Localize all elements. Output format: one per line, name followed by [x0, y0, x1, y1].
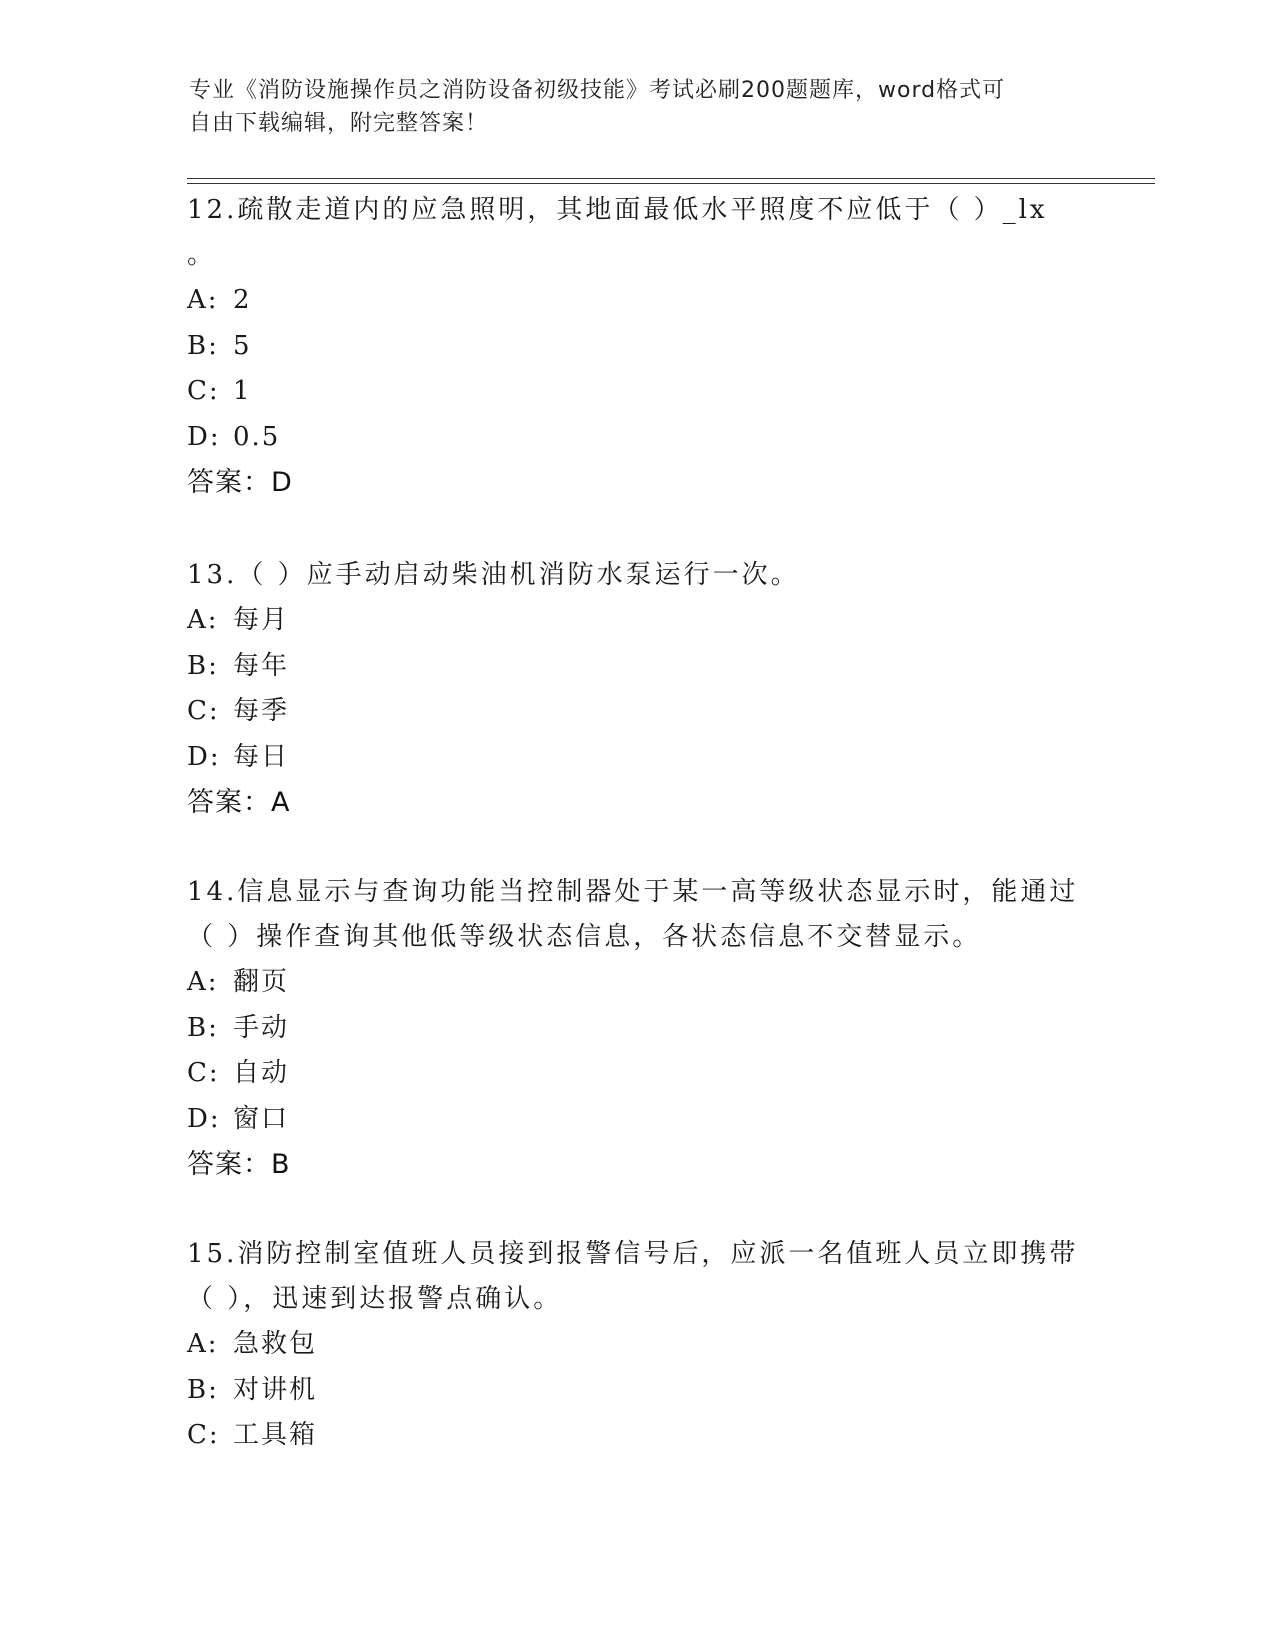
option-letter: B: [187, 650, 219, 681]
option-letter: A: [187, 967, 219, 997]
option-d [187, 415, 1087, 461]
option-letter: B: [187, 1012, 219, 1043]
option-letter: D: [187, 741, 221, 772]
option-a [187, 278, 1087, 324]
option-d [187, 1097, 1087, 1143]
option-d [187, 735, 1087, 781]
option-letter: C: [187, 1420, 220, 1450]
option-a [187, 1322, 1087, 1368]
option-b [187, 644, 1087, 690]
option-letter: A: [187, 285, 219, 315]
option-text: 0.5 [233, 421, 281, 452]
option-text: 手动 [233, 1012, 290, 1043]
option-text: 2 [233, 285, 252, 315]
option-text: 1 [233, 376, 252, 406]
answer-line: 答案：A [187, 787, 291, 818]
option-b [187, 1006, 1087, 1052]
option-a [187, 598, 1087, 644]
header-divider-bottom [187, 183, 1155, 184]
option-letter: A: [187, 605, 219, 635]
option-text: 自动 [233, 1058, 290, 1088]
question-15 [187, 1232, 1087, 1459]
option-b [187, 324, 1087, 370]
option-c [187, 1051, 1087, 1097]
header-line-1: 专业《消防设施操作员之消防设备初级技能》考试必刷200题题库，word格式可 [189, 78, 1006, 103]
question-stem: 15.消防控制室值班人员接到报警信号后，应派一名值班人员立即携带 [187, 1239, 1079, 1269]
question-stem-continued: （ ），迅速到达报警点确认。 [187, 1284, 563, 1314]
option-text: 每年 [233, 650, 290, 681]
option-c [187, 689, 1087, 735]
question-12 [187, 188, 1087, 505]
option-text: 每季 [233, 696, 290, 726]
question-stem-continued: 。 [187, 240, 217, 270]
option-text: 工具箱 [233, 1420, 318, 1450]
option-letter: C: [187, 376, 220, 406]
option-text: 每月 [233, 605, 290, 635]
option-text: 5 [233, 330, 252, 361]
answer-line: 答案：D [187, 467, 293, 498]
option-letter: D: [187, 421, 221, 452]
option-b [187, 1368, 1087, 1414]
option-text: 对讲机 [233, 1374, 318, 1405]
option-c [187, 369, 1087, 415]
option-letter: B: [187, 1374, 219, 1405]
option-c [187, 1413, 1087, 1459]
option-letter: D: [187, 1103, 221, 1134]
question-stem: 13.（ ）应手动启动柴油机消防水泵运行一次。 [187, 560, 800, 590]
option-letter: C: [187, 696, 220, 726]
question-14 [187, 870, 1087, 1187]
question-stem: 12.疏散走道内的应急照明，其地面最低水平照度不应低于（ ）_lx [187, 195, 1048, 225]
question-13 [187, 553, 1087, 825]
option-text: 翻页 [233, 967, 290, 997]
document-header [189, 74, 1069, 140]
option-text: 急救包 [233, 1329, 318, 1359]
option-letter: B: [187, 330, 219, 361]
header-line-2: 自由下载编辑，附完整答案！ [189, 111, 489, 136]
question-stem: 14.信息显示与查询功能当控制器处于某一高等级状态显示时，能通过 [187, 877, 1079, 907]
option-letter: A: [187, 1329, 219, 1359]
option-a [187, 960, 1087, 1006]
answer-line: 答案：B [187, 1149, 291, 1180]
option-letter: C: [187, 1058, 220, 1088]
option-text: 窗口 [233, 1103, 290, 1134]
question-stem-continued: （ ）操作查询其他低等级状态信息，各状态信息不交替显示。 [187, 922, 982, 952]
header-divider-top [187, 178, 1155, 179]
option-text: 每日 [233, 741, 290, 772]
